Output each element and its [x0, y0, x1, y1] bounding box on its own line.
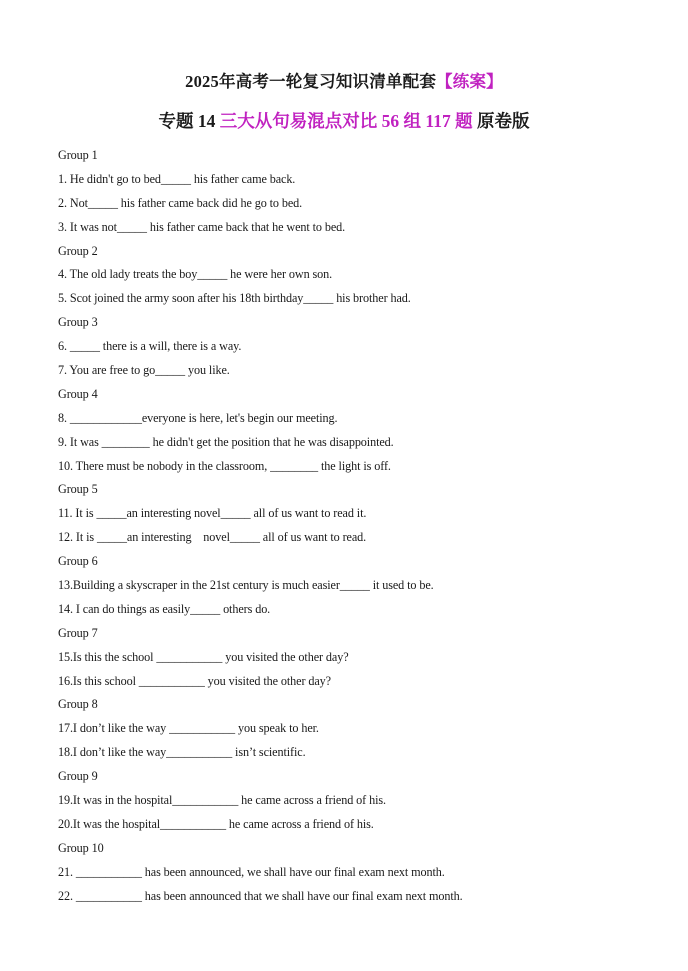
page-subtitle — [0, 108, 688, 133]
question-line: 18.I don’t like the way___________ isn’t scientific. — [58, 745, 306, 760]
question-line: 21. ___________ has been announced, we shall have our final exam next month. — [58, 864, 445, 879]
group-heading: Group 7 — [58, 625, 98, 640]
question-line: 19.It was in the hospital___________ he came across a friend of his. — [58, 793, 386, 808]
question-line: 10. There must be nobody in the classroom, ________ the light is off. — [58, 458, 391, 473]
question-line: 4. The old lady treats the boy_____ he were her own son. — [58, 267, 333, 282]
question-line: 17.I don’t like the way ___________ you speak to her. — [58, 721, 319, 736]
group-heading: Group 4 — [58, 386, 98, 401]
question-line: 11. It is _____an interesting novel_____ all of us want to read it. — [58, 506, 367, 521]
question-line: 16.Is this school ___________ you visited the other day? — [58, 673, 331, 688]
page-title — [0, 68, 688, 92]
group-heading: Group 5 — [58, 482, 98, 497]
subtitle-prefix: 专题 14 — [158, 111, 216, 131]
question-line: 1. He didn't go to bed_____ his father came back. — [58, 171, 296, 186]
exercise-list — [58, 144, 658, 909]
question-line: 7. You are free to go_____ you like. — [58, 363, 230, 378]
question-line: 22. ___________ has been announced that we shall have our final exam next month. — [58, 888, 463, 903]
group-heading: Group 2 — [58, 243, 98, 258]
title-main: 2025年高考一轮复习知识清单配套 — [185, 72, 437, 91]
title-accent: 【练案】 — [436, 72, 503, 91]
group-heading: Group 3 — [58, 315, 98, 330]
question-line: 5. Scot joined the army soon after his 18th birthday_____ his brother had. — [58, 291, 411, 306]
question-line: 8. ____________everyone is here, let's begin our meeting. — [58, 410, 338, 425]
group-heading: Group 6 — [58, 554, 98, 569]
question-line: 6. _____ there is a will, there is a way. — [58, 339, 242, 354]
question-line: 9. It was ________ he didn't get the position that he was disappointed. — [58, 434, 394, 449]
group-heading: Group 1 — [58, 148, 98, 162]
group-heading: Group 8 — [58, 697, 98, 712]
question-line: 15.Is this the school ___________ you visited the other day? — [58, 649, 349, 664]
question-line: 2. Not_____ his father came back did he go to bed. — [58, 195, 303, 210]
group-heading: Group 10 — [58, 840, 104, 855]
question-line: 3. It was not_____ his father came back that he went to bed. — [58, 219, 346, 234]
question-line: 14. I can do things as easily_____ others do. — [58, 601, 271, 616]
subtitle-accent: 三大从句易混点对比 56 组 117 题 — [219, 111, 473, 131]
question-line: 12. It is _____an interesting novel_____ all of us want to read. — [58, 530, 367, 545]
question-line: 13.Building a skyscraper in the 21st century is much easier_____ it used to be. — [58, 578, 434, 593]
group-heading: Group 9 — [58, 769, 98, 784]
subtitle-suffix: 原卷版 — [476, 111, 530, 131]
question-line: 20.It was the hospital___________ he came across a friend of his. — [58, 816, 374, 831]
